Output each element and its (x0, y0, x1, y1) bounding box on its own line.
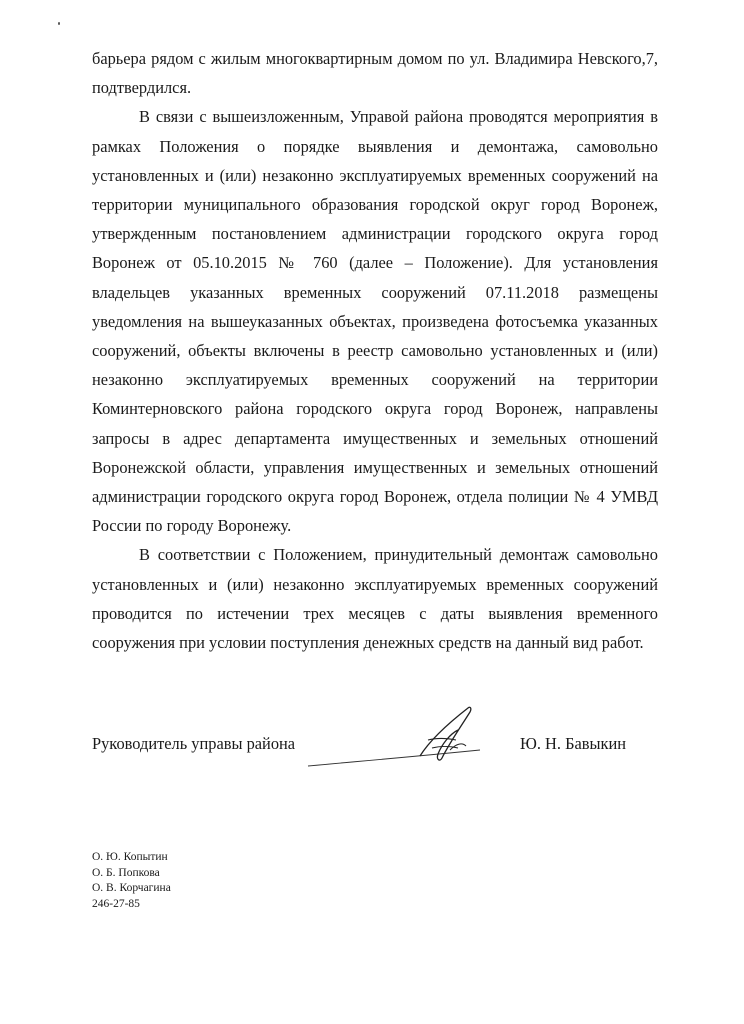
executor-phone: 246-27-85 (92, 897, 140, 910)
paragraph-dismantling: В соответствии с Положением, принудительный демонтаж самовольно установленных и (или) незаконно эксплуатируемых временных сооружений проводится по истечении трех месяцев с даты выявления временного сооружения при условии поступления денежных средств на данный вид работ. (92, 545, 658, 653)
executor-line: О. Б. Попкова (92, 866, 160, 879)
signatory-title: Руководитель управы района (92, 734, 296, 753)
executors-block (92, 850, 171, 912)
paragraph-measures: В связи с вышеизложенным, Управой района проводятся мероприятия в рамках Положения о порядке выявления и демонтажа, самовольно установленных и (или) незаконно эксплуатируемых временных сооружений на территории муниципального образования городской округ город Воронеж, утвержденным постановлением администрации городского округа город Воронеж от 05.10.2015 № 760 (далее – Положение). Для установления владельцев указанных временных сооружений 07.11.2018 размещены уведомления на вышеуказанных объектах, произведена фотосъемка указанных сооружений, объекты включены в реестр самовольно установленных и (или) незаконно эксплуатируемых временных сооружений на территории Коминтерновского района городского округа город Воронеж, направлены запросы в адрес департамента имущественных и земельных отношений Воронежской области, управления имущественных и земельных отношений администрации городского округа город Воронеж, отдела полиции № 4 УМВД России по городу Воронежу. (92, 107, 658, 536)
scan-speck (58, 22, 60, 25)
signatory-name: Ю. Н. Бавыкин (520, 734, 627, 753)
executor-line: О. Ю. Копытин (92, 851, 168, 863)
executor-line: О. В. Корчагина (92, 882, 171, 894)
handwritten-signature (300, 700, 500, 780)
paragraph-continuation: барьера рядом с жилым многоквартирным домом по ул. Владимира Невского,7, подтвердился. (92, 49, 658, 98)
letter-body (92, 44, 658, 657)
